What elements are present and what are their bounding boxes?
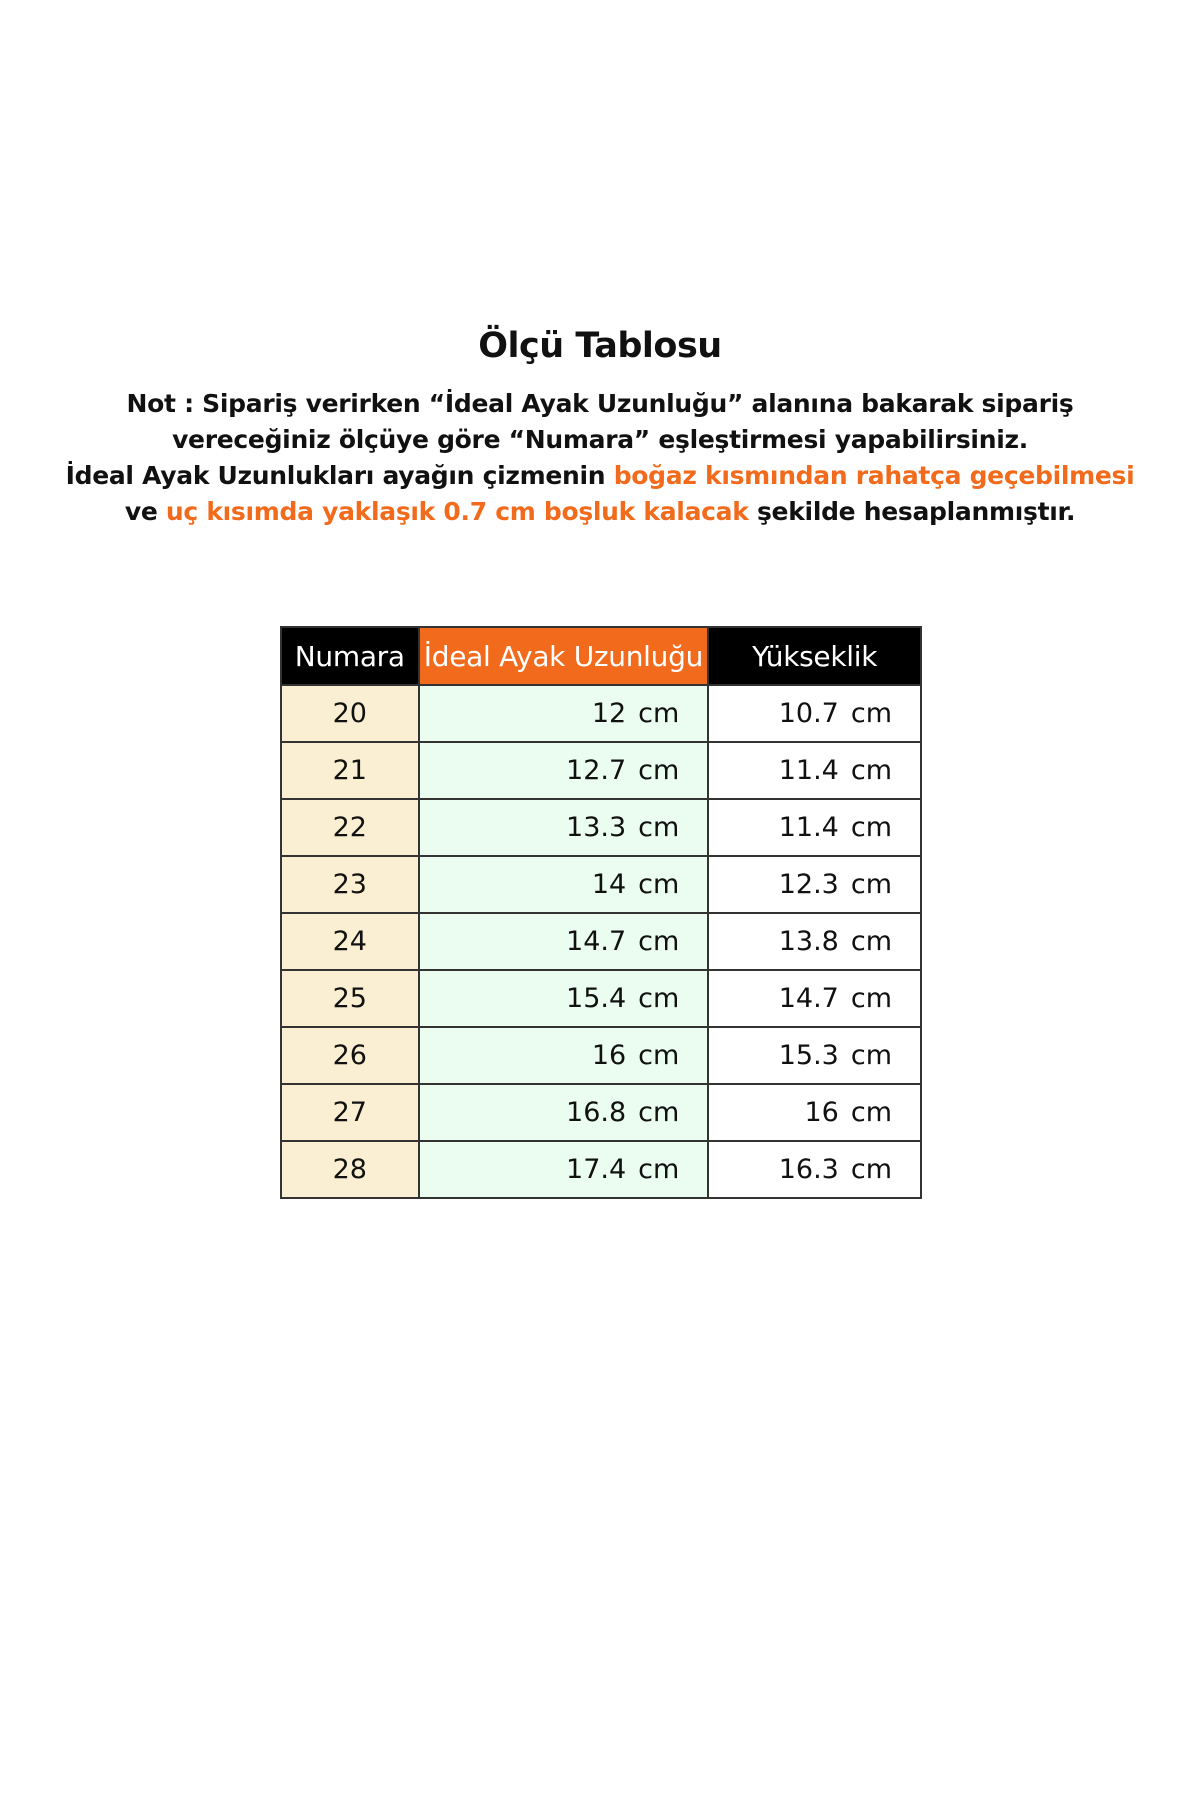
note-line-3 [40, 458, 1160, 494]
cell-ideal-length [419, 970, 709, 1027]
cell-height [708, 742, 921, 799]
cell-height-unit: cm [850, 869, 892, 900]
note-line-4-end: şekilde hesaplanmıştır. [748, 497, 1076, 526]
cell-ideal-length-unit: cm [638, 926, 680, 957]
note-highlight-2: uç kısımda yaklaşık 0.7 cm boşluk kalacak [165, 497, 749, 526]
header-number: Numara [281, 627, 419, 685]
cell-ideal-length [419, 1027, 709, 1084]
cell-height [708, 1141, 921, 1198]
cell-ideal-length-unit: cm [638, 1040, 680, 1071]
cell-number: 28 [281, 1141, 419, 1198]
size-table [280, 626, 922, 1199]
cell-ideal-length-unit: cm [638, 983, 680, 1014]
note-line-3-text: İdeal Ayak Uzunlukları ayağın çizmenin [65, 461, 614, 490]
cell-height-value: 10.7 [778, 698, 839, 729]
cell-ideal-length-value: 13.3 [566, 812, 627, 843]
table-row [281, 970, 921, 1027]
table-row [281, 685, 921, 742]
cell-height-unit: cm [850, 698, 892, 729]
size-note [40, 386, 1160, 530]
cell-height [708, 799, 921, 856]
table-row [281, 1141, 921, 1198]
cell-number: 24 [281, 913, 419, 970]
note-highlight-1: boğaz kısmından rahatça geçebilmesi [613, 461, 1135, 490]
cell-ideal-length-unit: cm [638, 755, 680, 786]
header-height: Yükseklik [708, 627, 921, 685]
cell-height-value: 16 [804, 1097, 839, 1128]
cell-ideal-length-value: 14.7 [566, 926, 627, 957]
note-line-1: Not : Sipariş verirken “İdeal Ayak Uzunluğu” alanına bakarak sipariş [126, 389, 1074, 418]
cell-ideal-length [419, 685, 709, 742]
cell-ideal-length [419, 913, 709, 970]
cell-ideal-length-value: 17.4 [566, 1154, 627, 1185]
note-line-4 [40, 494, 1160, 530]
cell-height-value: 14.7 [778, 983, 839, 1014]
cell-ideal-length-unit: cm [638, 698, 680, 729]
note-line-4-start: ve [124, 497, 166, 526]
cell-ideal-length-unit: cm [638, 869, 680, 900]
table-row [281, 856, 921, 913]
table-row [281, 799, 921, 856]
cell-ideal-length [419, 742, 709, 799]
cell-height-value: 11.4 [778, 812, 839, 843]
cell-height-value: 12.3 [778, 869, 839, 900]
table-row [281, 1027, 921, 1084]
cell-ideal-length-value: 12.7 [566, 755, 627, 786]
cell-ideal-length-value: 15.4 [566, 983, 627, 1014]
cell-ideal-length-unit: cm [638, 812, 680, 843]
cell-ideal-length-value: 16.8 [566, 1097, 627, 1128]
cell-height-value: 13.8 [778, 926, 839, 957]
cell-height-unit: cm [850, 983, 892, 1014]
cell-ideal-length [419, 1084, 709, 1141]
cell-ideal-length [419, 856, 709, 913]
cell-number: 20 [281, 685, 419, 742]
cell-ideal-length [419, 799, 709, 856]
cell-ideal-length-unit: cm [638, 1154, 680, 1185]
cell-height [708, 1084, 921, 1141]
table-header-row [281, 627, 921, 685]
table-body [281, 685, 921, 1198]
cell-height [708, 1027, 921, 1084]
cell-ideal-length-value: 16 [591, 1040, 627, 1071]
cell-height-unit: cm [850, 1040, 892, 1071]
cell-height-unit: cm [850, 1097, 892, 1128]
note-line-2: vereceğiniz ölçüye göre “Numara” eşleştirmesi yapabilirsiniz. [172, 425, 1028, 454]
cell-ideal-length-unit: cm [638, 1097, 680, 1128]
cell-height-unit: cm [850, 1154, 892, 1185]
cell-height-value: 16.3 [778, 1154, 839, 1185]
cell-ideal-length-value: 12 [591, 698, 627, 729]
table-row [281, 1084, 921, 1141]
table-row [281, 742, 921, 799]
cell-height-value: 15.3 [778, 1040, 839, 1071]
cell-height-unit: cm [850, 755, 892, 786]
cell-height-value: 11.4 [778, 755, 839, 786]
cell-number: 25 [281, 970, 419, 1027]
cell-ideal-length-value: 14 [591, 869, 627, 900]
cell-number: 27 [281, 1084, 419, 1141]
cell-height-unit: cm [850, 926, 892, 957]
page-title: Ölçü Tablosu [478, 326, 722, 366]
cell-height [708, 970, 921, 1027]
cell-height [708, 685, 921, 742]
cell-height [708, 913, 921, 970]
cell-height [708, 856, 921, 913]
cell-ideal-length [419, 1141, 709, 1198]
cell-number: 26 [281, 1027, 419, 1084]
cell-number: 23 [281, 856, 419, 913]
table-row [281, 913, 921, 970]
cell-number: 22 [281, 799, 419, 856]
header-ideal-length: İdeal Ayak Uzunluğu [419, 627, 709, 685]
cell-number: 21 [281, 742, 419, 799]
cell-height-unit: cm [850, 812, 892, 843]
